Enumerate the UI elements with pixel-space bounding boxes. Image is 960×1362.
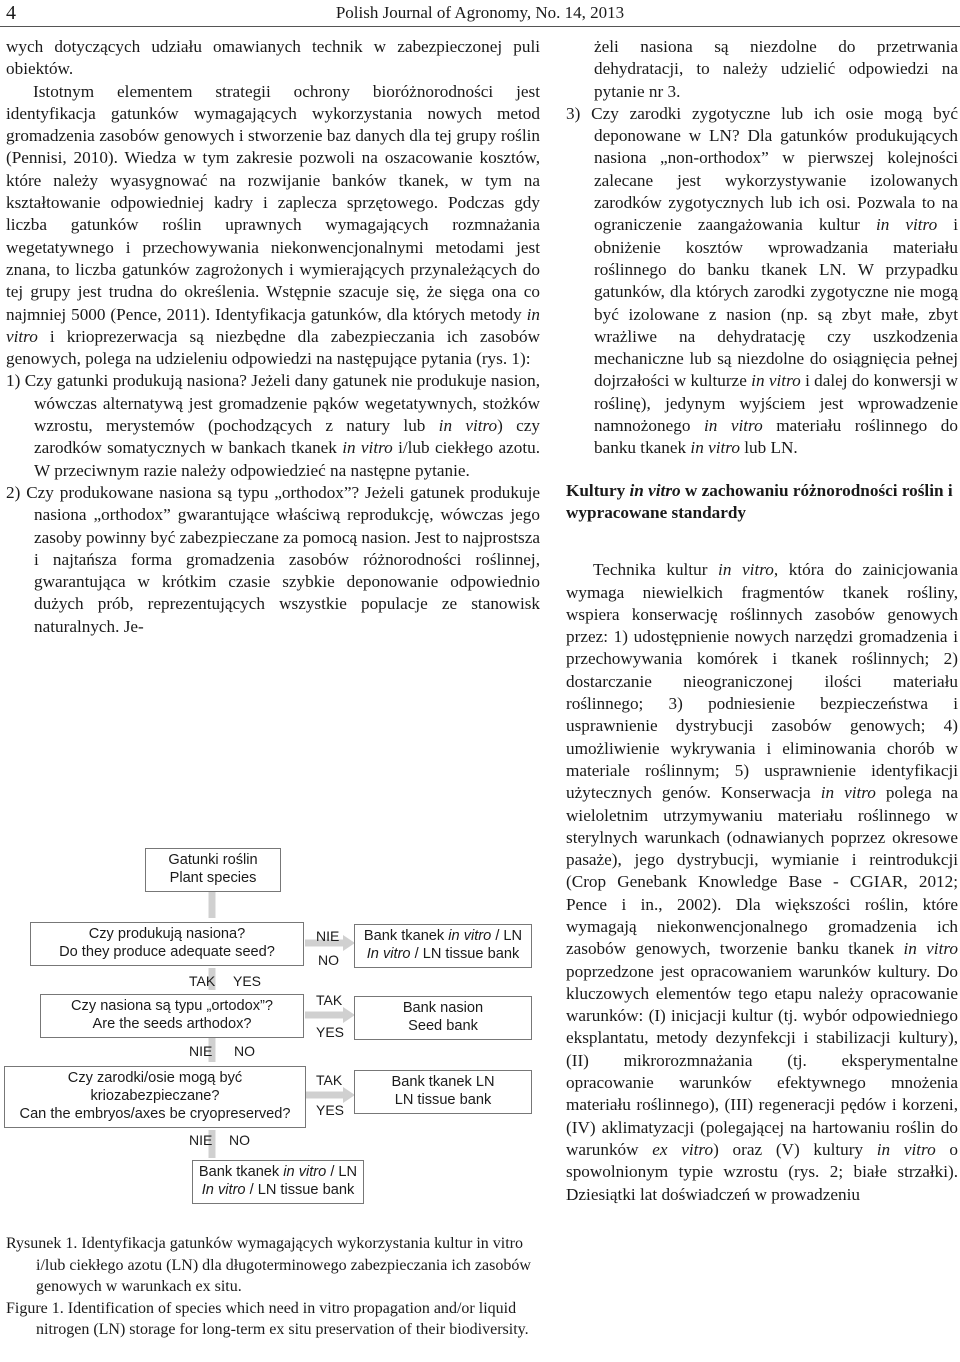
caption-en: Figure 1. Identification of species which need in vitro propagation and/or liquid nitrogen (LN) storage for long-term ex situ preservation of their biodiversity. [6, 1299, 529, 1338]
left-column [6, 36, 540, 638]
page-number: 4 [6, 2, 16, 24]
caption-pl: Rysunek 1. Identyfikacja gatunków wymagających wykorzystania kultur in vitro i/lub ciekłego azotu (LN) dla długoterminowego zabezpieczania ich zasobów genowych w warunkach ex situ. [6, 1235, 531, 1295]
ln-tissue-bank-box: Bank tkanek LN LN tissue bank [354, 1070, 532, 1114]
label-no: NO [234, 1043, 255, 1059]
label-yes: YES [316, 1024, 345, 1040]
tissue-bank-box-right: Bank tkanek in vitro / LN In vitro / LN tissue bank [354, 924, 532, 968]
journal-header: Polish Journal of Agronomy, No. 14, 2013 [335, 3, 625, 22]
label-no: NO [229, 1132, 250, 1148]
label-no: NO [318, 952, 339, 968]
question-2-box: Czy nasiona są typu „ortodox”? Are the seeds arthodox? [40, 994, 304, 1038]
tissue-bank-box-bottom: Bank tkanek in vitro / LN In vitro / LN tissue bank [192, 1160, 364, 1204]
right-column [566, 36, 958, 1206]
question-1-box: Czy produkują nasiona? Do they produce adequate seed? [30, 922, 304, 966]
paragraph: Technika kultur in vitro, która do zainicjowania wymaga niewielkich fragmentów tkanek rośliny, wspiera konserwację roślinnych zasobów genowych przez: 1) udostępnienie nowych narzędzi gromadzenia i przechowywania komórek i tkanek roślinnych; 2) dostarczanie nieograniczonej ilości materiału roślinnego; 3) podniesienie bezpieczeństwa i usprawnienie dystrybucji zasobów genowych; 4) umożliwienie wykrywania i eliminowania chorób w materiale roślinnym; 5) usprawnienie identyfikacji użytecznych genów. Konserwacja in vitro polega na wieloletnim utrzymywaniu materiału roślinnego w sterylnych warunkach (odnawianych poprzez okresowe pasaże), jego dystrybucji, wymianie i reintrodukcji (Crop Genebank Knowledge Base - CGIAR, 2012; Pence i in., 2002). Dla większości roślin, które wymagają niekonwencjonalnego gromadzenia ich zasobów genowych, tworzenie banku tkanek in vitro poprzedzone jest opracowaniem warunków kultury. Do kluczowych elementów tego etapu należy opracowanie warunków: (I) inicjacji kultur (tj. wybór odpowiedniego eksplantatu, metody dezynfekcji i stabilizacji kultury), (II) mikrorozmnażania (tj. eksperymentalne opracowanie warunków efektywnego mnożenia materiału roślinnego), (III) regeneracji pędów i korzeni, (IV) aklimatyzacji (polegającej na hartowaniu roślin do warunków ex vitro) oraz (V) kultury in vitro o spowolnionym typie wzrostu (rys. 2; białe strzałki). Dziesiątki lat doświadczeń w prowadzeniu [566, 560, 959, 1204]
figure-caption [6, 1233, 540, 1341]
figure-1-flowchart [0, 840, 545, 1225]
seed-bank-box: Bank nasion Seed bank [354, 996, 532, 1040]
question-3-box: Czy zarodki/osie mogą być kriozabezpieczane? Can the embryos/axes be cryopreserved? [4, 1066, 306, 1128]
header-rule [0, 26, 960, 27]
label-tak: TAK [189, 973, 216, 989]
label-nie: NIE [189, 1132, 213, 1148]
label-nie: NIE [189, 1043, 213, 1059]
paragraph: Istotnym elementem strategii ochrony bioróżnorodności jest identyfikacja gatunków wymagających wykorzystania nowych metod gromadzenia zasobów genowych i stworzenie baz danych dla tej grupy roślin (Pennisi, 2010). Wiedza w tym zakresie pozwoli na oszacowanie kosztów, które należy wyasygnować na rozwijanie banków tkanek, w tym na kształtowanie odpowiedniej kadry i zaplecza sprzętowego. Podczas gdy liczba gatunków roślin uprawnych wymagających rozmnażania wegetatywnego i przechowywania niekonwencjonalnymi metodami jest znana, to liczba gatunków zagrożonych i wymierających przynależących do tej grupy jest trudna do określenia. Wstępnie szacuje się, że sięga ona co najmniej 5000 (Pence, 2011). Identyfikacja gatunków, dla których metody in vitro i krioprezerwacja są niezbędne dla zabezpieczania ich zasobów genowych, polega na udzieleniu odpowiedzi na następujące pytania (rys. 1): [6, 81, 540, 369]
list-item-2: 2) Czy produkowane nasiona są typu „orthodox”? Jeżeli gatunek produkuje nasiona „orthodox” gwarantujące właściwą reprodukcję, wówczas jego zasoby powinny być zabezpieczane za pomocą nasion. Jest to najprostsza i najtańsza forma gromadzenia zasobów różnorodności roślinnej, gwarantująca w krótkim czasie szybkie deponowanie odpowiednio dużych prób, reprezentujących wszystkie populacje ze stanowisk naturalnych. Je- [6, 482, 540, 636]
section-heading: Kultury in vitro w zachowaniu różnorodności roślin i wypracowane standardy [566, 480, 953, 522]
label-tak: TAK [316, 1072, 343, 1088]
label-tak: TAK [316, 992, 343, 1008]
label-yes: YES [316, 1102, 345, 1118]
paragraph: wych dotyczących udziału omawianych technik w zabezpieczonej puli obiektów. [6, 37, 540, 79]
paragraph: żeli nasiona są niezdolne do przetrwania dehydratacji, to należy udzielić odpowiedzi na pytanie nr 3. [594, 37, 958, 101]
label-nie: NIE [316, 928, 340, 944]
plant-species-box: Gatunki roślin Plant species [145, 848, 281, 892]
label-yes: YES [233, 973, 262, 989]
list-item-1: 1) Czy gatunki produkują nasiona? Jeżeli dany gatunek nie produkuje nasion, wówczas alternatywą jest gromadzenie pąków wegetatywnych, stożków wzrostu, merystemów (pochodzących z natury lub in vitro) czy zarodków somatycznych w bankach tkanek in vitro i/lub ciekłego azotu. W przeciwnym razie należy odpowiedzieć na następne pytanie. [6, 371, 541, 480]
list-item-3: 3) Czy zarodki zygotyczne lub ich osie mogą być deponowane w LN? Dla gatunków produkujących nasiona „non-orthodox” w pierwszej kolejności zalecane jest wykorzystywanie izolowanych zarodków zygotycznych lub ich osi. Pozwala to na ograniczenie zaangażowania kultur in vitro i obniżenie kosztów wprowadzania materiału roślinnego do banku tkanek LN. W przypadku gatunków, dla których zarodki zygotyczne nie mogą być izolowane z nasion (np. są zbyt małe, zbyt wrażliwe na dehydratację czy uszkodzenia mechaniczne lub są niezdolne do osiągnięcia pełnej dojrzałości w kulturze in vitro i dalej do konwersji w roślinę), jedynym wyjściem jest wprowadzenie namnożonego in vitro materiału roślinnego do banku tkanek in vitro lub LN. [566, 103, 958, 458]
